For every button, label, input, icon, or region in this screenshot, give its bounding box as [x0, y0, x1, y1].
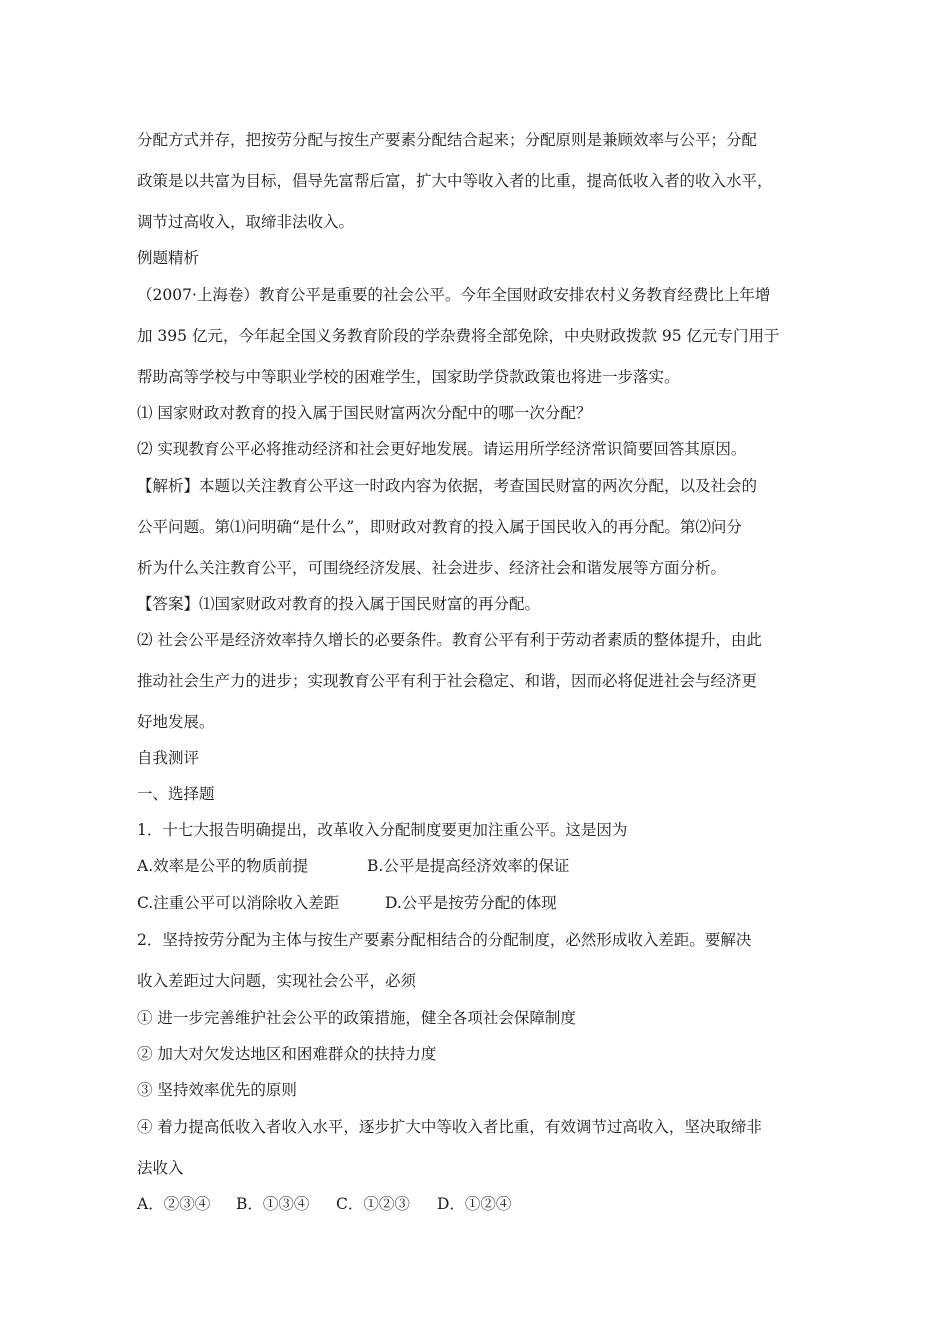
q1-option-a: A.效率是公平的物质前提 — [137, 857, 309, 875]
sub-question-2: ⑵ 实现教育公平必将推动经济和社会更好地发展。请运用所学经济常识简要回答其原因。 — [137, 440, 747, 458]
answer-part-2-line-1: ⑵ 社会公平是经济效率持久增长的必要条件。教育公平有利于劳动者素质的整体提升，由此 — [137, 631, 762, 649]
analysis-line-3: 析为什么关注教育公平，可围绕经济发展、社会进步、经济社会和谐发展等方面分析。 — [137, 559, 727, 577]
example-question-line-2: 加 395 亿元，今年起全国义务教育阶段的学杂费将全部免除，中央财政拨款 95 亿元专门用于 — [137, 327, 780, 345]
intro-line-2: 政策是以共富为目标，倡导先富帮后富，扩大中等收入者的比重，提高低收入者的收入水平， — [137, 172, 773, 190]
sub-question-1: ⑴ 国家财政对教育的投入属于国民财富两次分配中的哪一次分配？ — [137, 404, 592, 422]
answer-part-2-line-3: 好地发展。 — [137, 713, 215, 731]
q1-option-b: B.公平是提高经济效率的保证 — [367, 857, 570, 875]
section-heading-choice: 一、选择题 — [137, 785, 215, 803]
q1-stem: 1．十七大报告明确提出，改革收入分配制度要更加注重公平。这是因为 — [137, 821, 628, 839]
q2-stem-line-2: 收入差距过大问题，实现社会公平，必须 — [137, 972, 417, 990]
answer-part-1: 【答案】⑴国家财政对教育的投入属于国民财富的再分配。 — [137, 595, 541, 613]
section-heading-example: 例题精析 — [137, 249, 200, 267]
q2-option-d: D．①②④ — [437, 1195, 512, 1213]
intro-line-1: 分配方式并存，把按劳分配与按生产要素分配结合起来；分配原则是兼顾效率与公平；分配 — [137, 131, 758, 149]
q2-item-4-line-2: 法收入 — [137, 1159, 184, 1177]
section-heading-self-test: 自我测评 — [137, 749, 200, 767]
q2-option-b: B．①③④ — [236, 1195, 310, 1213]
analysis-line-2: 公平问题。第⑴问明确“是什么”，即财政对教育的投入属于国民收入的再分配。第⑵问分 — [137, 518, 742, 536]
analysis-line-1: 【解析】本题以关注教育公平这一时政内容为依据，考查国民财富的两次分配，以及社会的 — [137, 477, 758, 495]
answer-part-2-line-2: 推动社会生产力的进步；实现教育公平有利于社会稳定、和谐，因而必将促进社会与经济更 — [137, 672, 758, 690]
q1-option-d: D.公平是按劳分配的体现 — [385, 894, 557, 912]
example-question-line-3: 帮助高等学校与中等职业学校的困难学生，国家助学贷款政策也将进一步落实。 — [137, 368, 680, 386]
intro-line-3: 调节过高收入，取缔非法收入。 — [137, 213, 355, 231]
q2-option-a: A．②③④ — [137, 1195, 211, 1213]
example-question-line-1: （2007·上海卷）教育公平是重要的社会公平。今年全国财政安排农村义务教育经费比上年增 — [137, 286, 771, 304]
q2-item-2: ② 加大对欠发达地区和困难群众的扶持力度 — [137, 1045, 437, 1063]
q2-item-4-line-1: ④ 着力提高低收入者收入水平，逐步扩大中等收入者比重，有效调节过高收入，坚决取缔非 — [137, 1118, 762, 1136]
q2-stem-line-1: 2．坚持按劳分配为主体与按生产要素分配相结合的分配制度，必然形成收入差距。要解决 — [137, 931, 752, 949]
q2-item-1: ① 进一步完善维护社会公平的政策措施，健全各项社会保障制度 — [137, 1009, 576, 1027]
q2-item-3: ③ 坚持效率优先的原则 — [137, 1081, 297, 1099]
q2-option-c: C．①②③ — [336, 1195, 410, 1213]
q1-option-c: C.注重公平可以消除收入差距 — [137, 894, 340, 912]
